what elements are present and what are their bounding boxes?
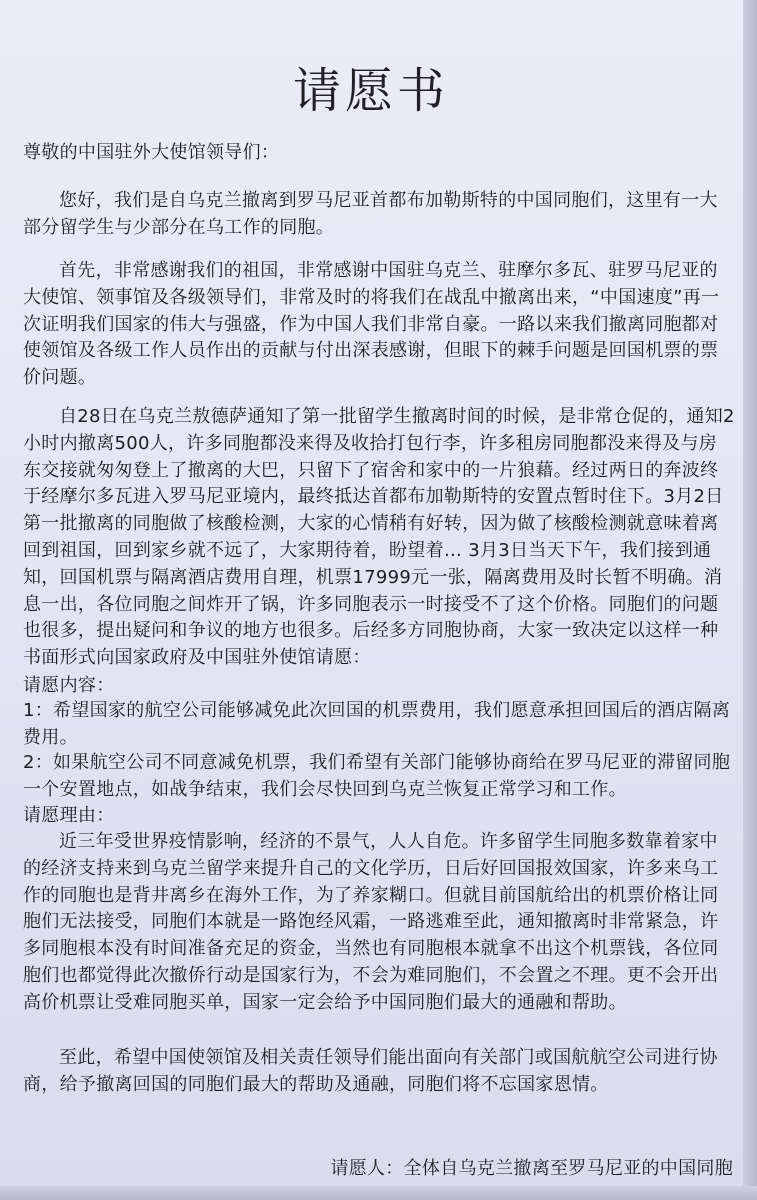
closing-paragraph: 至此，希望中国使领馆及相关责任领导们能出面向有关部门或国航航空公司进行协商，给予撤离回国的同胞们最大的帮助及通融，同胞们将不忘国家恩情。: [23, 1047, 718, 1095]
signature-line: 请愿人：全体自乌克兰撤离至罗马尼亚的中国同胞: [330, 1158, 733, 1179]
reason-heading: 请愿理由：: [23, 805, 115, 826]
request-item-1: 1：希望国家的航空公司能够减免此次回国的机票费用，我们愿意承担回国后的酒店隔离费用。: [23, 700, 731, 748]
request-item-2: 2：如果航空公司不同意减免机票，我们希望有关部门能够协商给在罗马尼亚的滞留同胞一个安置地点，如战争结束，我们会尽快回到乌克兰恢复正常学习和工作。: [23, 752, 731, 800]
page-right-shadow: [743, 0, 757, 1200]
document-title: 请愿书: [292, 63, 449, 120]
salutation: 尊敬的中国驻外大使馆领导们：: [23, 142, 280, 163]
page-bottom-shadow: [0, 1186, 757, 1200]
paragraph-thanks: 首先，非常感谢我们的祖国，非常感谢中国驻乌克兰、驻摩尔多瓦、驻罗马尼亚的大使馆、领事馆及各级领导们，非常及时的将我们在战乱中撤离出来，“中国速度”再一次证明我们国家的伟大与强盛，作为中国人我们非常自豪。一路以来我们撤离同胞都对使领馆及各级工作人员作出的贡献与付出深表感谢，但眼下的棘手问题是回国机票的票价问题。: [23, 260, 720, 389]
paragraph-background: 自28日在乌克兰敖德萨通知了第一批留学生撤离时间的时候，是非常仓促的，通知2小时内撤离500人，许多同胞都没来得及收拾打包行李，许多租房同胞都没来得及与房东交接就匆匆登上了撤离的大巴，只留下了宿舍和家中的一片狼藉。经过两日的奔波终于经摩尔多瓦进入罗马尼亚境内，最终抵达首都布加勒斯特的安置点暂时住下。3月2日第一批撤离的同胞做了核酸检测，大家的心情稍有好转，因为做了核酸检测就意味着离回到祖国，回到家乡就不远了，大家期待着，盼望着… 3月3日当天下午，我们接到通知，回国机票与隔离酒店费用自理，机票17999元一张，隔离费用及时长暂不明确。消息一出，各位同胞之间炸开了锅，许多同胞表示一时接受不了这个价格。同胞们的问题也很多，提出疑问和争议的地方也很多。后经多方同胞协商，大家一致决定以这样一种书面形式向国家政府及中国驻外使馆请愿：: [23, 406, 735, 669]
reason-paragraph: 近三年受世界疫情影响，经济的不景气，人人自危。许多留学生同胞多数靠着家中的经济支持来到乌克兰留学来提升自己的文化学历，日后好回国报效国家，许多来乌工作的同胞也是背井离乡在海外工作，为了养家糊口。但就目前国航给出的机票价格让同胞们无法接受，同胞们本就是一路饱经风霜，一路逃难至此，通知撤离时非常紧急，许多同胞根本没有时间准备充足的资金，当然也有同胞根本就拿不出这个机票钱，各位同胞们也都觉得此次撤侨行动是国家行为，不会为难同胞们，不会置之不理。更不会开出高价机票让受难同胞买单，国家一定会给予中国同胞们最大的通融和帮助。: [23, 831, 719, 1013]
paragraph-greeting: 您好，我们是自乌克兰撤离到罗马尼亚首都布加勒斯特的中国同胞们，这里有一大部分留学生与少部分在乌工作的同胞。: [23, 190, 718, 238]
request-heading: 请愿内容：: [23, 675, 115, 696]
